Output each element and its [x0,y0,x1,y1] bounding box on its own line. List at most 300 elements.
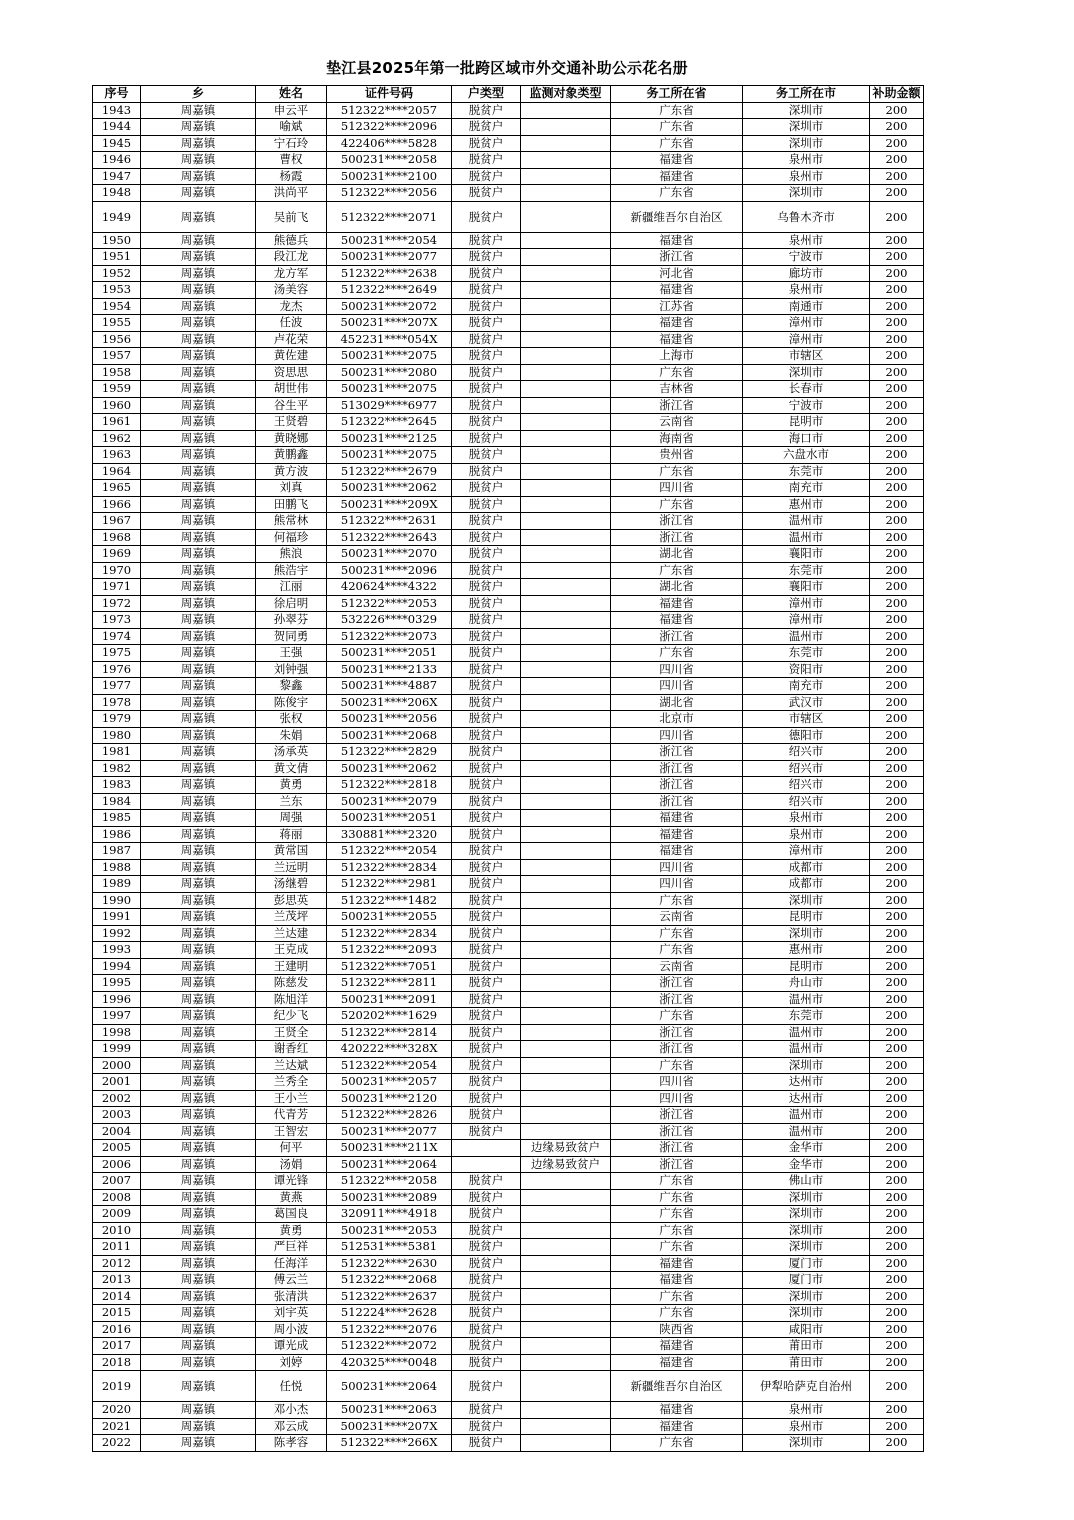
cell-household-type: 脱贫户 [452,1288,521,1305]
cell-id-number: 520202****1629 [327,1008,452,1025]
cell-work-province: 广东省 [611,496,743,513]
cell-monitor-type [521,1107,611,1124]
cell-household-type: 脱贫户 [452,430,521,447]
table-row [93,331,924,348]
cell-seq: 2016 [93,1321,141,1338]
cell-township: 周嘉镇 [141,744,256,761]
cell-subsidy-amount: 200 [870,185,924,202]
cell-work-province: 四川省 [611,661,743,678]
cell-work-province: 浙江省 [611,793,743,810]
cell-subsidy-amount: 200 [870,168,924,185]
cell-township: 周嘉镇 [141,711,256,728]
table-row [93,1140,924,1157]
table-row [93,810,924,827]
cell-id-number: 512322****2834 [327,925,452,942]
cell-township: 周嘉镇 [141,777,256,794]
cell-work-city: 温州市 [743,1123,870,1140]
cell-seq: 1964 [93,463,141,480]
cell-work-province: 云南省 [611,414,743,431]
cell-name: 兰东 [256,793,327,810]
cell-household-type: 脱贫户 [452,744,521,761]
cell-name: 王贤碧 [256,414,327,431]
cell-work-city: 泉州市 [743,810,870,827]
cell-work-province: 江苏省 [611,298,743,315]
cell-id-number: 420624****4322 [327,579,452,596]
cell-work-city: 深圳市 [743,1222,870,1239]
cell-id-number: 512322****2073 [327,628,452,645]
cell-township: 周嘉镇 [141,381,256,398]
cell-id-number: 420222****328X [327,1041,452,1058]
cell-subsidy-amount: 200 [870,562,924,579]
cell-monitor-type [521,463,611,480]
cell-seq: 1997 [93,1008,141,1025]
cell-seq: 2021 [93,1418,141,1435]
cell-township: 周嘉镇 [141,760,256,777]
cell-name: 熊浪 [256,546,327,563]
cell-township: 周嘉镇 [141,810,256,827]
cell-monitor-type [521,612,611,629]
cell-subsidy-amount: 200 [870,480,924,497]
cell-township: 周嘉镇 [141,678,256,695]
cell-monitor-type [521,282,611,299]
cell-seq: 1943 [93,102,141,119]
cell-work-city: 伊犁哈萨克自治州 [743,1371,870,1402]
cell-township: 周嘉镇 [141,1338,256,1355]
cell-subsidy-amount: 200 [870,760,924,777]
cell-monitor-type [521,760,611,777]
cell-work-city: 惠州市 [743,496,870,513]
cell-work-province: 广东省 [611,645,743,662]
cell-name: 王贤全 [256,1024,327,1041]
cell-seq: 1944 [93,119,141,136]
cell-township: 周嘉镇 [141,414,256,431]
cell-work-province: 广东省 [611,562,743,579]
cell-subsidy-amount: 200 [870,315,924,332]
cell-name: 陈慈发 [256,975,327,992]
table-row [93,102,924,119]
cell-work-province: 广东省 [611,1173,743,1190]
cell-township: 周嘉镇 [141,1024,256,1041]
cell-work-province: 广东省 [611,1239,743,1256]
cell-work-province: 广东省 [611,1305,743,1322]
cell-subsidy-amount: 200 [870,102,924,119]
table-row [93,958,924,975]
cell-township: 周嘉镇 [141,232,256,249]
cell-id-number: 500231****2077 [327,1123,452,1140]
cell-name: 黄晓娜 [256,430,327,447]
cell-subsidy-amount: 200 [870,463,924,480]
cell-work-province: 四川省 [611,480,743,497]
cell-subsidy-amount: 200 [870,909,924,926]
cell-subsidy-amount: 200 [870,645,924,662]
cell-township: 周嘉镇 [141,1305,256,1322]
cell-name: 汤美容 [256,282,327,299]
cell-work-province: 福建省 [611,810,743,827]
cell-id-number: 500231****2062 [327,480,452,497]
cell-name: 黄鹏鑫 [256,447,327,464]
cell-name: 资思思 [256,364,327,381]
cell-subsidy-amount: 200 [870,1206,924,1223]
table-row [93,135,924,152]
cell-work-city: 深圳市 [743,102,870,119]
cell-work-city: 金华市 [743,1140,870,1157]
cell-work-province: 广东省 [611,1189,743,1206]
cell-subsidy-amount: 200 [870,1255,924,1272]
cell-seq: 2012 [93,1255,141,1272]
cell-seq: 1980 [93,727,141,744]
cell-work-city: 温州市 [743,529,870,546]
cell-subsidy-amount: 200 [870,513,924,530]
cell-seq: 1945 [93,135,141,152]
cell-township: 周嘉镇 [141,1173,256,1190]
cell-household-type [452,1140,521,1157]
cell-name: 朱娟 [256,727,327,744]
table-row [93,447,924,464]
cell-id-number: 500231****2096 [327,562,452,579]
cell-subsidy-amount: 200 [870,826,924,843]
cell-household-type: 脱贫户 [452,152,521,169]
cell-work-province: 福建省 [611,843,743,860]
cell-name: 葛国良 [256,1206,327,1223]
cell-work-province: 湖北省 [611,546,743,563]
cell-work-province: 广东省 [611,463,743,480]
cell-work-city: 东莞市 [743,645,870,662]
cell-work-city: 温州市 [743,991,870,1008]
cell-work-city: 泉州市 [743,168,870,185]
cell-household-type: 脱贫户 [452,1057,521,1074]
cell-id-number: 500231****2125 [327,430,452,447]
cell-id-number: 500231****2054 [327,232,452,249]
cell-name: 陈旭洋 [256,991,327,1008]
cell-work-province: 福建省 [611,612,743,629]
cell-subsidy-amount: 200 [870,1156,924,1173]
cell-work-city: 绍兴市 [743,793,870,810]
cell-seq: 1983 [93,777,141,794]
cell-seq: 2014 [93,1288,141,1305]
cell-work-city: 达州市 [743,1074,870,1091]
cell-seq: 1998 [93,1024,141,1041]
cell-household-type: 脱贫户 [452,1074,521,1091]
cell-subsidy-amount: 200 [870,1321,924,1338]
cell-household-type: 脱贫户 [452,727,521,744]
cell-id-number: 500231****2057 [327,1074,452,1091]
cell-work-city: 襄阳市 [743,579,870,596]
cell-name: 谢香红 [256,1041,327,1058]
cell-monitor-type [521,628,611,645]
cell-name: 任波 [256,315,327,332]
cell-work-city: 南通市 [743,298,870,315]
cell-subsidy-amount: 200 [870,958,924,975]
cell-household-type: 脱贫户 [452,546,521,563]
cell-subsidy-amount: 200 [870,975,924,992]
cell-seq: 1987 [93,843,141,860]
cell-subsidy-amount: 200 [870,348,924,365]
cell-township: 周嘉镇 [141,892,256,909]
cell-work-province: 广东省 [611,1288,743,1305]
cell-monitor-type [521,1272,611,1289]
header-id-number: 证件号码 [327,86,452,103]
cell-name: 刘真 [256,480,327,497]
cell-work-city: 南充市 [743,678,870,695]
cell-monitor-type [521,1123,611,1140]
cell-household-type: 脱贫户 [452,265,521,282]
cell-township: 周嘉镇 [141,1123,256,1140]
cell-name: 熊德兵 [256,232,327,249]
cell-subsidy-amount: 200 [870,152,924,169]
cell-work-province: 福建省 [611,595,743,612]
cell-name: 江丽 [256,579,327,596]
cell-monitor-type [521,843,611,860]
cell-work-city: 厦门市 [743,1255,870,1272]
cell-work-province: 浙江省 [611,744,743,761]
cell-work-city: 市辖区 [743,711,870,728]
cell-work-province: 福建省 [611,1402,743,1419]
cell-work-province: 浙江省 [611,1140,743,1157]
cell-monitor-type [521,859,611,876]
table-row [93,1090,924,1107]
table-row [93,397,924,414]
cell-monitor-type [521,661,611,678]
cell-id-number: 512322****2068 [327,1272,452,1289]
cell-household-type: 脱贫户 [452,843,521,860]
cell-monitor-type [521,397,611,414]
table-row [93,942,924,959]
cell-work-province: 湖北省 [611,579,743,596]
table-row [93,546,924,563]
cell-household-type: 脱贫户 [452,975,521,992]
cell-household-type [452,1156,521,1173]
table-row [93,1156,924,1173]
cell-work-city: 温州市 [743,1041,870,1058]
table-row [93,975,924,992]
cell-id-number: 513029****6977 [327,397,452,414]
cell-subsidy-amount: 200 [870,694,924,711]
cell-household-type: 脱贫户 [452,1189,521,1206]
cell-id-number: 500231****2072 [327,298,452,315]
cell-id-number: 500231****2070 [327,546,452,563]
cell-work-province: 福建省 [611,1354,743,1371]
cell-household-type: 脱贫户 [452,909,521,926]
cell-household-type: 脱贫户 [452,102,521,119]
cell-subsidy-amount: 200 [870,925,924,942]
cell-name: 汤继碧 [256,876,327,893]
cell-seq: 1960 [93,397,141,414]
cell-name: 黄佐建 [256,348,327,365]
cell-township: 周嘉镇 [141,1156,256,1173]
cell-seq: 1957 [93,348,141,365]
cell-monitor-type [521,331,611,348]
cell-name: 胡世伟 [256,381,327,398]
cell-household-type: 脱贫户 [452,1041,521,1058]
header-subsidy-amount: 补助金额 [870,86,924,103]
cell-id-number: 500231****209X [327,496,452,513]
cell-seq: 1947 [93,168,141,185]
cell-household-type: 脱贫户 [452,529,521,546]
cell-id-number: 512322****2826 [327,1107,452,1124]
cell-work-province: 陕西省 [611,1321,743,1338]
cell-work-city: 泉州市 [743,152,870,169]
table-row [93,562,924,579]
cell-name: 任海洋 [256,1255,327,1272]
cell-subsidy-amount: 200 [870,447,924,464]
cell-work-province: 福建省 [611,168,743,185]
cell-township: 周嘉镇 [141,942,256,959]
cell-work-city: 长春市 [743,381,870,398]
cell-seq: 1986 [93,826,141,843]
cell-monitor-type [521,1321,611,1338]
cell-monitor-type [521,152,611,169]
cell-id-number: 512322****2072 [327,1338,452,1355]
table-row [93,1239,924,1256]
table-row [93,579,924,596]
cell-monitor-type [521,201,611,232]
table-row [93,1057,924,1074]
cell-work-province: 浙江省 [611,1107,743,1124]
cell-township: 周嘉镇 [141,364,256,381]
cell-subsidy-amount: 200 [870,711,924,728]
cell-monitor-type [521,249,611,266]
cell-name: 刘婷 [256,1354,327,1371]
table-row [93,1123,924,1140]
cell-township: 周嘉镇 [141,1041,256,1058]
cell-household-type: 脱贫户 [452,661,521,678]
cell-id-number: 512224****2628 [327,1305,452,1322]
cell-township: 周嘉镇 [141,1206,256,1223]
cell-work-city: 达州市 [743,1090,870,1107]
cell-name: 刘钟强 [256,661,327,678]
cell-seq: 1990 [93,892,141,909]
cell-subsidy-amount: 200 [870,232,924,249]
cell-subsidy-amount: 200 [870,810,924,827]
cell-monitor-type [521,1090,611,1107]
cell-id-number: 500231****2120 [327,1090,452,1107]
cell-name: 邓小杰 [256,1402,327,1419]
cell-subsidy-amount: 200 [870,119,924,136]
cell-household-type: 脱贫户 [452,1123,521,1140]
cell-work-province: 福建省 [611,331,743,348]
cell-monitor-type [521,562,611,579]
cell-id-number: 512322****2643 [327,529,452,546]
cell-monitor-type [521,1057,611,1074]
cell-subsidy-amount: 200 [870,546,924,563]
cell-seq: 2019 [93,1371,141,1402]
header-household-type: 户类型 [452,86,521,103]
cell-work-province: 浙江省 [611,513,743,530]
cell-work-province: 浙江省 [611,975,743,992]
cell-township: 周嘉镇 [141,975,256,992]
cell-id-number: 512322****2630 [327,1255,452,1272]
cell-work-city: 深圳市 [743,1206,870,1223]
cell-household-type: 脱贫户 [452,562,521,579]
cell-seq: 1981 [93,744,141,761]
table-row [93,152,924,169]
cell-household-type: 脱贫户 [452,1024,521,1041]
header-name: 姓名 [256,86,327,103]
cell-work-city: 乌鲁木齐市 [743,201,870,232]
cell-work-city: 泉州市 [743,1418,870,1435]
cell-household-type: 脱贫户 [452,397,521,414]
cell-work-city: 深圳市 [743,925,870,942]
table-row [93,1435,924,1452]
cell-subsidy-amount: 200 [870,201,924,232]
cell-name: 喻斌 [256,119,327,136]
cell-township: 周嘉镇 [141,1418,256,1435]
cell-seq: 2004 [93,1123,141,1140]
cell-township: 周嘉镇 [141,201,256,232]
table-body [93,102,924,1451]
cell-name: 黄文倩 [256,760,327,777]
table-row [93,496,924,513]
cell-household-type: 脱贫户 [452,1173,521,1190]
cell-household-type: 脱贫户 [452,1338,521,1355]
header-work-city: 务工所在市 [743,86,870,103]
cell-monitor-type [521,364,611,381]
cell-work-city: 舟山市 [743,975,870,992]
cell-township: 周嘉镇 [141,463,256,480]
table-row [93,744,924,761]
cell-seq: 2007 [93,1173,141,1190]
cell-id-number: 512322****2057 [327,102,452,119]
cell-name: 王小兰 [256,1090,327,1107]
cell-name: 黄燕 [256,1189,327,1206]
cell-monitor-type [521,102,611,119]
cell-household-type: 脱贫户 [452,364,521,381]
cell-work-province: 广东省 [611,364,743,381]
cell-township: 周嘉镇 [141,331,256,348]
table-row [93,1321,924,1338]
cell-name: 纪少飞 [256,1008,327,1025]
cell-household-type: 脱贫户 [452,331,521,348]
cell-monitor-type [521,348,611,365]
cell-subsidy-amount: 200 [870,414,924,431]
cell-seq: 1965 [93,480,141,497]
cell-monitor-type [521,777,611,794]
cell-id-number: 512322****2645 [327,414,452,431]
cell-id-number: 500231****2053 [327,1222,452,1239]
cell-work-province: 广东省 [611,925,743,942]
table-row [93,1024,924,1041]
cell-seq: 2001 [93,1074,141,1091]
cell-name: 黎鑫 [256,678,327,695]
cell-id-number: 500231****2051 [327,810,452,827]
cell-township: 周嘉镇 [141,1371,256,1402]
cell-work-province: 贵州省 [611,447,743,464]
cell-monitor-type [521,925,611,942]
cell-name: 熊常林 [256,513,327,530]
cell-monitor-type [521,826,611,843]
cell-subsidy-amount: 200 [870,876,924,893]
cell-work-city: 漳州市 [743,612,870,629]
cell-monitor-type [521,1222,611,1239]
cell-household-type: 脱贫户 [452,1354,521,1371]
cell-seq: 2003 [93,1107,141,1124]
cell-work-province: 浙江省 [611,1041,743,1058]
cell-monitor-type [521,1402,611,1419]
cell-id-number: 500231****2058 [327,152,452,169]
cell-subsidy-amount: 200 [870,1272,924,1289]
cell-work-province: 浙江省 [611,1123,743,1140]
cell-seq: 1951 [93,249,141,266]
cell-work-province: 广东省 [611,1057,743,1074]
cell-monitor-type [521,447,611,464]
cell-monitor-type [521,1024,611,1041]
cell-household-type: 脱贫户 [452,876,521,893]
cell-household-type: 脱贫户 [452,282,521,299]
cell-household-type: 脱贫户 [452,1305,521,1322]
cell-township: 周嘉镇 [141,1321,256,1338]
cell-work-province: 海南省 [611,430,743,447]
cell-subsidy-amount: 200 [870,249,924,266]
